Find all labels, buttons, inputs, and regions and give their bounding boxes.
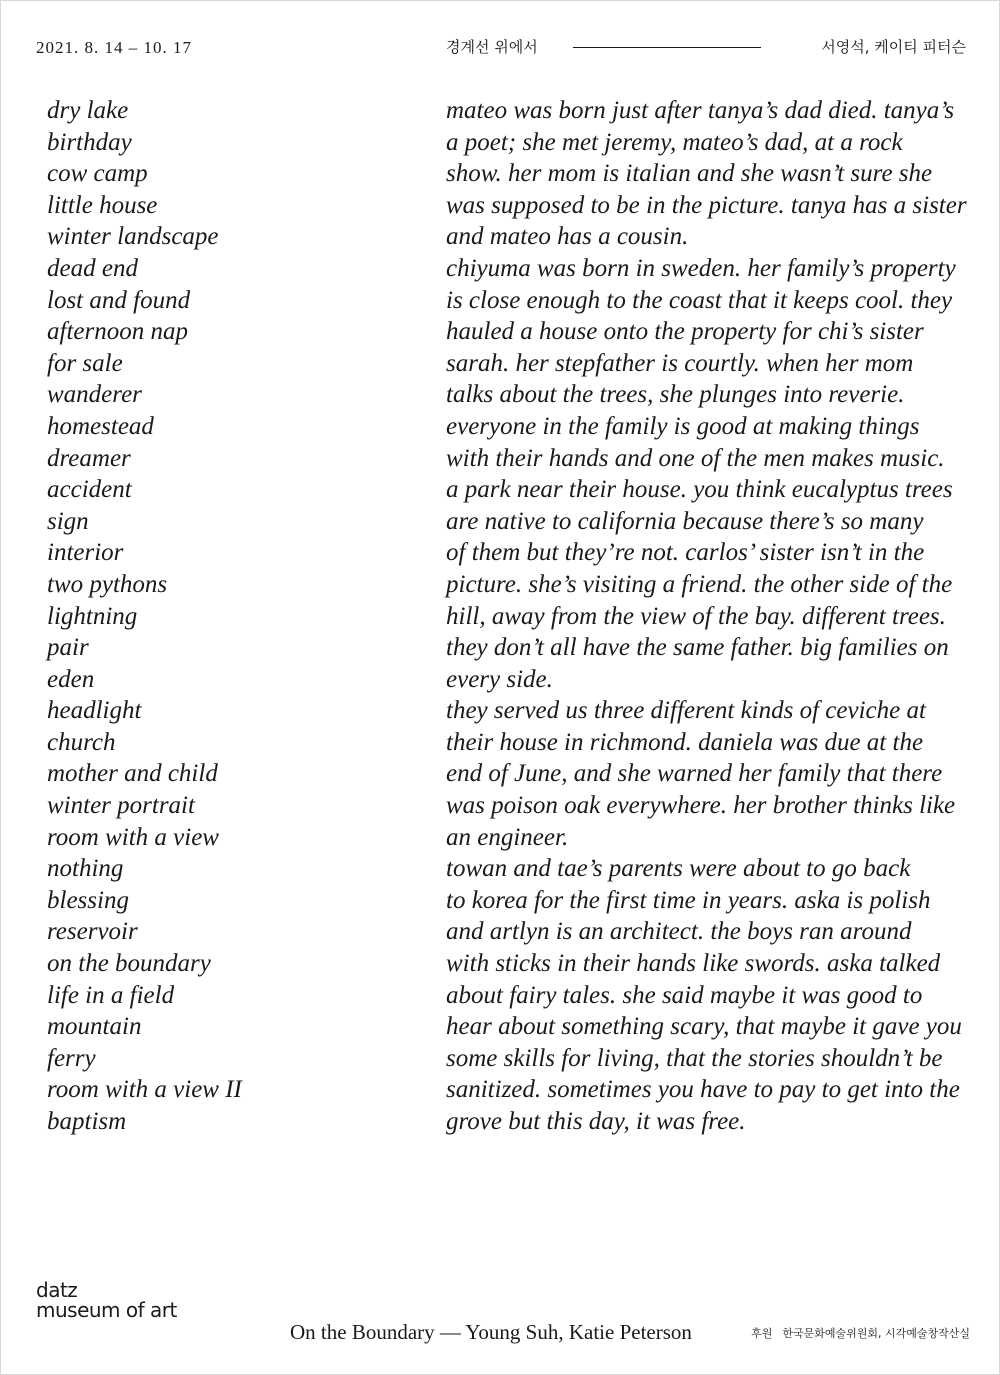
work-title-item: room with a view <box>47 823 219 851</box>
work-title-item: for sale <box>47 349 123 377</box>
text-line: they don’t all have the same father. big families on <box>446 634 949 662</box>
text-line: every side. <box>446 665 553 693</box>
work-title-item: sign <box>47 507 89 535</box>
text-line: and mateo has a cousin. <box>446 223 689 251</box>
work-title-item: accident <box>47 476 132 504</box>
text-line: everyone in the family is good at making things <box>446 412 920 440</box>
text-line: are native to california because there’s so many <box>446 507 924 535</box>
artists-korean: 서영석, 케이티 피터슨 <box>821 38 966 56</box>
work-title-item: on the boundary <box>47 950 211 978</box>
work-title-item: lightning <box>47 602 138 630</box>
sponsor-credit <box>751 1325 970 1341</box>
text-line: with their hands and one of the men makes music. <box>446 444 945 472</box>
work-title-item: afternoon nap <box>47 318 188 346</box>
text-line: hauled a house onto the property for chi’s sister <box>446 318 924 346</box>
text-line: sanitized. sometimes you have to pay to get into the <box>446 1076 960 1104</box>
text-line: with sticks in their hands like swords. aska talked <box>446 950 941 978</box>
work-title-item: baptism <box>47 1108 127 1135</box>
text-line: talks about the trees, she plunges into reverie. <box>446 381 905 409</box>
text-line: hill, away from the view of the bay. different trees. <box>446 602 946 630</box>
text-line: about fairy tales. she said maybe it was good to <box>446 981 923 1009</box>
work-title-item: mother and child <box>47 760 218 788</box>
text-line: of them but they’re not. carlos’ sister isn’t in the <box>446 539 925 567</box>
sponsor-names: 한국문화예술위원회, 시각예술창작산실 <box>782 1327 970 1340</box>
text-line: was supposed to be in the picture. tanya has a sister <box>446 191 967 219</box>
text-line: an engineer. <box>446 823 569 851</box>
work-title-item: life in a field <box>47 981 175 1009</box>
work-title-item: homestead <box>47 412 154 440</box>
text-line: picture. she’s visiting a friend. the other side of the <box>446 570 953 598</box>
work-title-item: dry lake <box>47 97 129 124</box>
work-title-item: dead end <box>47 254 138 282</box>
work-title-item: headlight <box>47 697 142 725</box>
poem-text-block <box>446 95 967 1138</box>
text-line: sarah. her stepfather is courtly. when her mom <box>446 349 914 377</box>
work-title-item: little house <box>47 191 158 219</box>
work-title-item: interior <box>47 539 124 567</box>
text-line: some skills for living, that the stories shouldn’t be <box>446 1044 943 1072</box>
logo-line-datz: datz <box>36 1278 78 1302</box>
work-title-item: two pythons <box>47 570 168 598</box>
header-divider-line <box>573 47 761 48</box>
work-titles-list <box>47 95 242 1138</box>
text-line: to korea for the first time in years. aska is polish <box>446 886 931 914</box>
text-line: show. her mom is italian and she wasn’t sure she <box>446 160 933 188</box>
work-title-item: church <box>47 728 116 756</box>
work-title-item: lost and found <box>47 286 191 314</box>
work-title-item: winter portrait <box>47 792 195 820</box>
text-line: they served us three different kinds of ceviche at <box>446 697 926 725</box>
sponsor-label: 후원 <box>751 1327 773 1340</box>
text-line: chiyuma was born in sweden. her family’s property <box>446 254 956 282</box>
work-title-item: birthday <box>47 128 132 156</box>
work-title-item: blessing <box>47 886 129 914</box>
text-line: a poet; she met jeremy, mateo’s dad, at a rock <box>446 128 903 156</box>
work-title-item: cow camp <box>47 160 148 188</box>
text-line: towan and tae’s parents were about to go back <box>446 855 911 883</box>
text-line: was poison oak everywhere. her brother thinks like <box>446 792 956 820</box>
text-line: a park near their house. you think eucalyptus trees <box>446 476 953 504</box>
work-title-item: mountain <box>47 1013 142 1041</box>
work-title-item: room with a view II <box>47 1076 242 1104</box>
text-line: their house in richmond. daniela was due at the <box>446 728 924 756</box>
work-title-item: ferry <box>47 1044 96 1072</box>
text-line: grove but this day, it was free. <box>446 1108 746 1135</box>
text-line: and artlyn is an architect. the boys ran around <box>446 918 912 946</box>
text-line: hear about something scary, that maybe it gave you <box>446 1013 962 1041</box>
work-title-item: eden <box>47 665 95 693</box>
exhibition-title-english: On the Boundary — Young Suh, Katie Peterson <box>290 1320 692 1344</box>
text-line: mateo was born just after tanya’s dad died. tanya’s <box>446 97 955 124</box>
work-title-item: dreamer <box>47 444 131 472</box>
text-line: end of June, and she warned her family that there <box>446 760 943 788</box>
exhibition-title-korean: 경계선 위에서 <box>446 38 538 56</box>
work-title-item: reservoir <box>47 918 138 946</box>
exhibition-dates: 2021. 8. 14 – 10. 17 <box>36 38 192 57</box>
work-title-item: winter landscape <box>47 223 219 251</box>
work-title-item: wanderer <box>47 381 142 409</box>
work-title-item: pair <box>47 634 89 662</box>
museum-logo <box>36 1280 177 1320</box>
logo-line-museum: museum of art <box>36 1298 177 1322</box>
work-title-item: nothing <box>47 855 124 883</box>
text-line: is close enough to the coast that it keeps cool. they <box>446 286 953 314</box>
